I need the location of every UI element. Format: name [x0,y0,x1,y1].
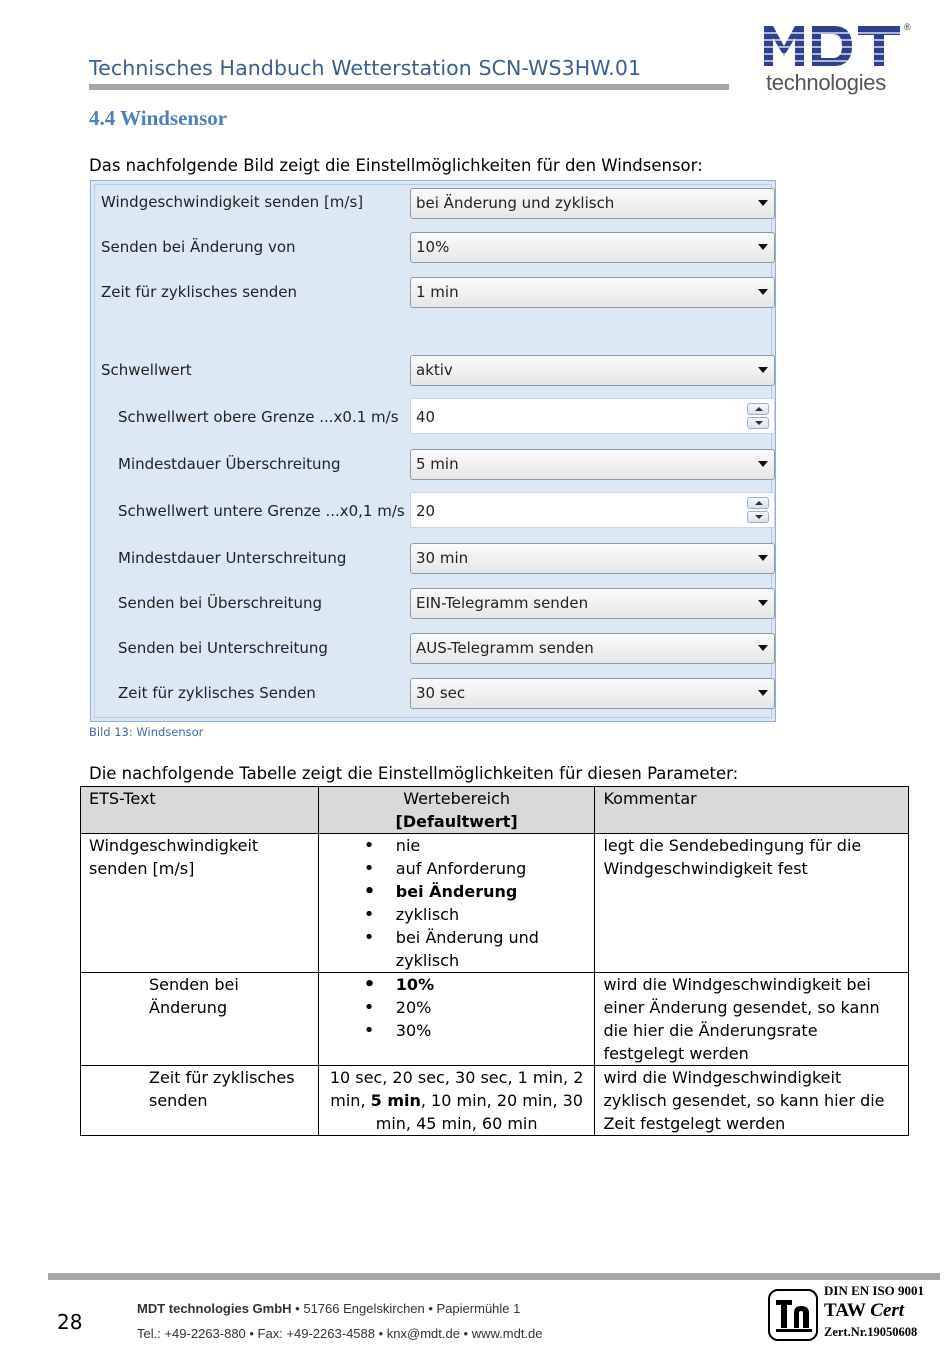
figure-caption: Bild 13: Windsensor [89,725,204,739]
header-kommentar: Kommentar [595,787,909,834]
taw-cert-icon [768,1287,820,1343]
registered-mark: ® [904,22,911,32]
cell-wertebereich [318,834,595,973]
spinner-value: 40 [416,408,436,426]
option-item: • 20% [364,996,587,1019]
dropdown-senden-bei-unterschreitung[interactable] [410,633,775,664]
spin-up-button[interactable] [747,403,769,415]
option-item: • nie [364,834,587,857]
label-senden-bei-ueberschreitung: Senden bei Überschreitung [118,594,323,612]
label-windgeschwindigkeit-senden: Windgeschwindigkeit senden [m/s] [101,193,364,211]
settings-panel-inner [94,184,772,718]
section-heading: 4.4 Windsensor [89,106,228,130]
arrow-up-icon [755,407,763,411]
dropdown-value: 1 min [416,283,459,301]
label-schwellwert-obere-grenze: Schwellwert obere Grenze ...x0.1 m/s [118,408,399,426]
label-schwellwert-untere-grenze: Schwellwert untere Grenze ...x0,1 m/s [118,502,405,520]
mdt-logo-text: MDT [762,22,765,23]
chevron-down-icon [758,645,768,651]
option-item: • zyklisch [364,903,587,926]
option-list [327,834,587,972]
dropdown-value: aktiv [416,361,453,379]
table-intro: Die nachfolgende Tabelle zeigt die Einstellmöglichkeiten für diesen Parameter: [89,764,739,783]
spinner-schwellwert-obere-grenze[interactable] [410,398,775,434]
dropdown-zeit-zyklisches-senden-2[interactable] [410,678,775,709]
cell-ets-text: Senden bei Änderung [81,973,319,1066]
dropdown-senden-bei-aenderung-von[interactable] [410,232,775,263]
table-header-row [81,787,909,834]
logo-subtext: technologies [766,70,886,95]
spinner-schwellwert-untere-grenze[interactable] [410,492,775,528]
mdt-logo-mark [762,22,902,68]
dropdown-value: 30 min [416,549,469,567]
label-zeit-zyklisches-senden-2: Zeit für zyklisches Senden [118,684,316,702]
label-senden-bei-aenderung-von: Senden bei Änderung von [101,238,296,256]
spin-down-button[interactable] [747,511,769,523]
chevron-down-icon [758,244,768,250]
dropdown-value: bei Änderung und zyklisch [416,194,615,212]
cell-ets-text: Zeit für zyklisches senden [81,1066,319,1136]
label-senden-bei-unterschreitung: Senden bei Unterschreitung [118,639,328,657]
chevron-down-icon [758,690,768,696]
parameter-table [80,786,909,1136]
header-divider [89,84,729,90]
table-row [81,834,909,973]
chevron-down-icon [758,289,768,295]
dropdown-value: 30 sec [416,684,466,702]
cert-name-part: TAW [824,1300,871,1321]
header-wertebereich-label: Wertebereich [403,789,511,808]
page-number: 28 [57,1310,83,1334]
chevron-down-icon [758,461,768,467]
dropdown-value: AUS-Telegramm senden [416,639,594,657]
range-text: , 10 min, 20 min, 30 min, 45 min, 60 min [375,1091,583,1133]
iso-certification-badge [768,1283,938,1345]
dropdown-value: 5 min [416,455,459,473]
cert-number: Zert.Nr.19050608 [824,1325,918,1339]
cell-kommentar: wird die Windgeschwindigkeit zyklisch gesendet, so kann hier die Zeit festgelegt werden [595,1066,909,1136]
label-mindestdauer-unterschreitung: Mindestdauer Unterschreitung [118,549,347,567]
range-default: 5 min [370,1091,421,1110]
dropdown-mindestdauer-ueberschreitung[interactable] [410,449,775,480]
option-item: • auf Anforderung [364,857,587,880]
dropdown-windgeschwindigkeit-senden[interactable] [410,188,775,219]
arrow-down-icon [755,515,763,519]
header-wertebereich [318,787,595,834]
label-mindestdauer-ueberschreitung: Mindestdauer Überschreitung [118,455,341,473]
spin-up-button[interactable] [747,497,769,509]
arrow-down-icon [755,421,763,425]
cell-ets-text: Windgeschwindigkeit senden [m/s] [81,834,319,973]
chevron-down-icon [758,600,768,606]
table-row [81,973,909,1066]
chevron-down-icon [758,367,768,373]
dropdown-value: 10% [416,238,450,256]
spin-down-button[interactable] [747,417,769,429]
header-defaultwert-label: [Defaultwert] [395,812,518,831]
header-ets-text: ETS-Text [81,787,319,834]
option-item-default: • 10% [364,973,587,996]
cell-wertebereich [318,1066,595,1136]
arrow-up-icon [755,501,763,505]
spinner-value: 20 [416,502,436,520]
windsensor-settings-panel [90,180,776,722]
cert-name [824,1300,904,1322]
chevron-down-icon [758,200,768,206]
section-intro: Das nachfolgende Bild zeigt die Einstellmöglichkeiten für den Windsensor: [89,156,703,175]
option-item-default: • bei Änderung [364,880,587,903]
dropdown-senden-bei-ueberschreitung[interactable] [410,588,775,619]
dropdown-value: EIN-Telegramm senden [416,594,589,612]
footer-address-text: • 51766 Engelskirchen • Papiermühle 1 [291,1301,521,1316]
cell-wertebereich [318,973,595,1066]
cell-kommentar: wird die Windgeschwindigkeit bei einer Änderung gesendet, so kann die hier die Änderungsrate festgelegt werden [595,973,909,1066]
option-list [327,973,587,1042]
label-zeit-zyklisches-senden: Zeit für zyklisches senden [101,283,298,301]
cert-name-italic: Cert [870,1300,905,1321]
table-row [81,1066,909,1136]
option-item: • bei Änderung und zyklisch [364,926,587,972]
footer-divider [48,1273,940,1280]
chevron-down-icon [758,555,768,561]
label-schwellwert: Schwellwert [101,361,192,379]
mdt-logo [762,22,912,100]
footer-contact: Tel.: +49-2263-880 • Fax: +49-2263-4588 • knx@mdt.de • www.mdt.de [137,1326,543,1341]
cell-kommentar: legt die Sendebedingung für die Windgeschwindigkeit fest [595,834,909,973]
dropdown-zeit-zyklisches-senden[interactable] [410,277,775,308]
option-item: • 30% [364,1019,587,1042]
dropdown-schwellwert[interactable] [410,355,775,386]
footer-address [137,1301,520,1316]
document-title: Technisches Handbuch Wetterstation SCN-WS3HW.01 [89,56,642,80]
range-text: 10 sec, 20 sec, 30 sec, 1 min, 2 min, [329,1068,584,1110]
dropdown-mindestdauer-unterschreitung[interactable] [410,543,775,574]
footer-company: MDT technologies GmbH [137,1301,292,1316]
cert-standard: DIN EN ISO 9001 [824,1283,925,1298]
